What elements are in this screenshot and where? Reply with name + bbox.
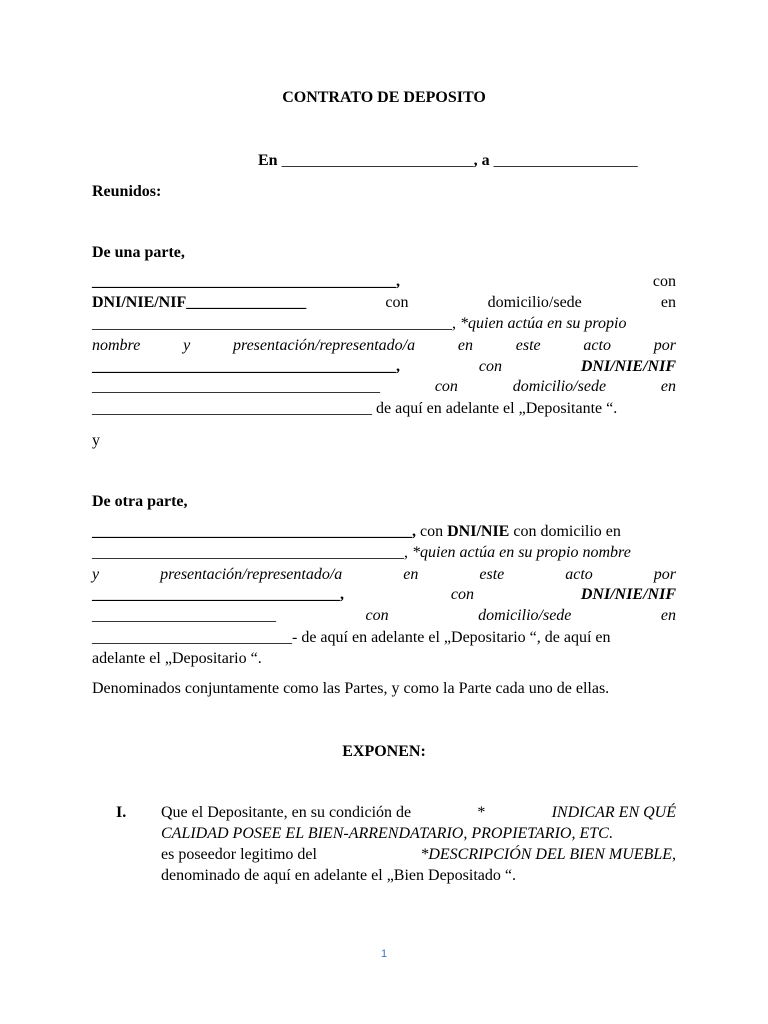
parte2-line5: _______________________ con domicilio/sede en — [92, 607, 676, 624]
clause-1-line2: CALIDAD POSEE EL BIEN-ARRENDATARIO, PROPIETARIO, ETC. — [161, 825, 613, 842]
denominados-paragraph: Denominados conjuntamente como las Partes, y como la Parte cada uno de ellas. — [92, 680, 610, 697]
exponen-heading: EXPONEN: — [342, 743, 426, 760]
parte2-line2: _______________________________________, *quien actúa en su propio nombre — [92, 544, 631, 561]
reunidos-heading: Reunidos: — [92, 183, 162, 200]
parte2-line4: _______________________________, con DNI/NIE/NIF — [92, 586, 676, 603]
clause-1-line1: Que el Depositante, en su condición de * INDICAR EN QUÉ — [161, 804, 676, 821]
place-date-line: En ________________________, a __________________ — [258, 152, 638, 169]
clause-1-number: I. — [116, 804, 127, 821]
parte1-line3: _____________________________________________, *quien actúa en su propio — [92, 315, 627, 332]
parte1-heading: De una parte, — [92, 244, 185, 261]
page-number: 1 — [380, 948, 388, 960]
parte1-line5: ______________________________________, con DNI/NIE/NIF — [92, 358, 676, 375]
parte2-line3: y presentación/representado/a en este acto por — [92, 566, 676, 583]
parte1-line7: ___________________________________ de aquí en adelante el „Depositante “. — [92, 400, 618, 417]
document-title: CONTRATO DE DEPOSITO — [282, 89, 486, 106]
parte1-line2: DNI/NIE/NIF_______________ con domicilio/sede en — [92, 294, 676, 311]
conjunction-y: y — [92, 432, 100, 449]
parte1-line1: ______________________________________, con — [92, 273, 676, 290]
parte2-line1: ________________________________________, con DNI/NIE con domicilio en — [92, 523, 621, 540]
clause-1-line3: es poseedor legitimo del *DESCRIPCIÓN DEL BIEN MUEBLE, — [161, 846, 676, 863]
parte1-line6: ____________________________________ con domicilio/sede en — [92, 378, 676, 395]
parte2-heading: De otra parte, — [92, 493, 188, 510]
clause-1-line4: denominado de aquí en adelante el „Bien Depositado “. — [161, 867, 516, 884]
parte1-line4: nombre y presentación/representado/a en este acto por — [92, 337, 676, 354]
parte2-line7: adelante el „Depositario “. — [92, 650, 262, 667]
parte2-line6: _________________________- de aquí en adelante el „Depositario “, de aquí en — [92, 629, 611, 646]
